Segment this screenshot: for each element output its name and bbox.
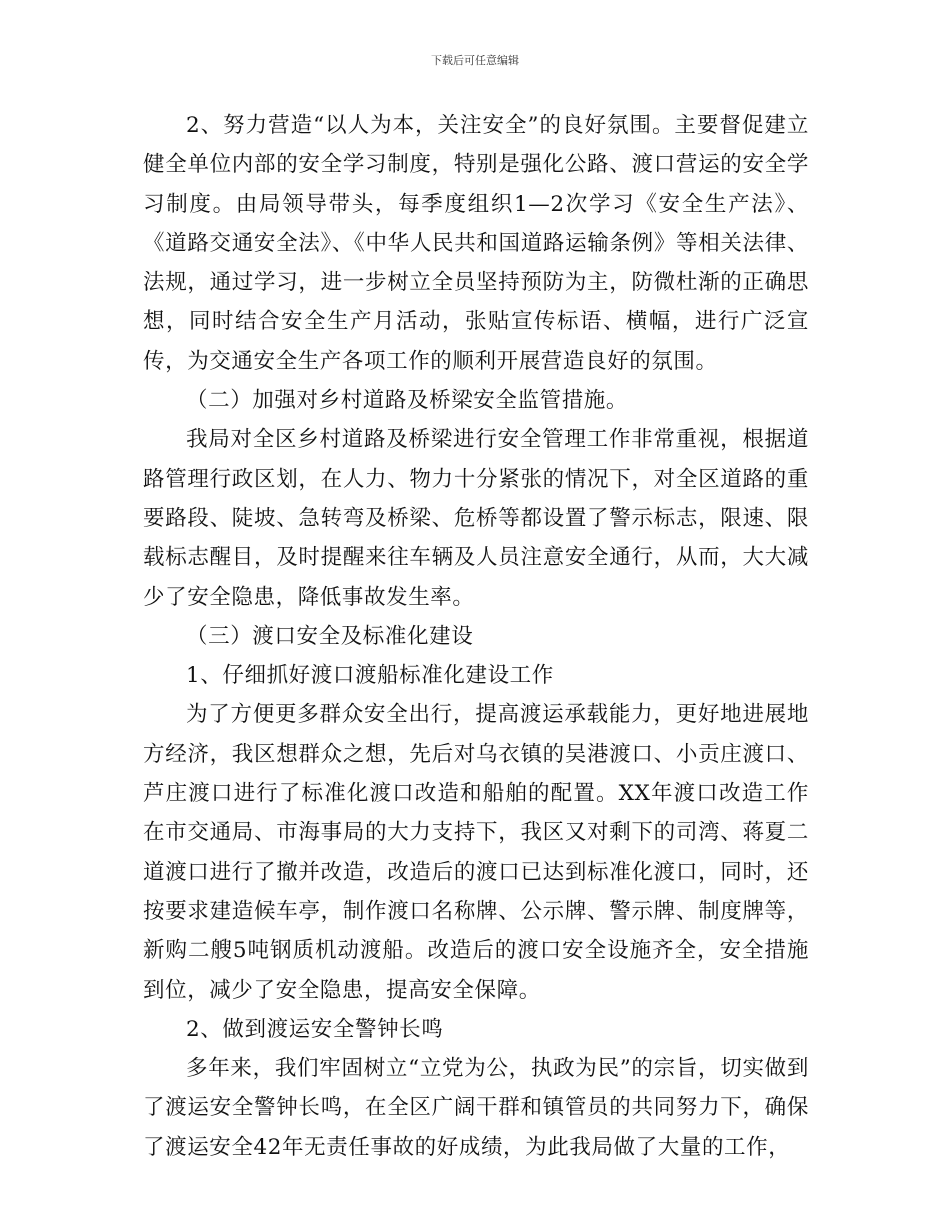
paragraph-rural-roads: 我局对全区乡村道路及桥梁进行安全管理工作非常重视，根据道路管理行政区划，在人力、物力十分紧张的情况下，对全区道路的重要路段、陡坡、急转弯及桥梁、危桥等都设置了警示标志，限速、限载标志醒目，及时提醒来往车辆及人员注意安全通行，从而，大大减少了安全隐患，降低事故发生率。 [143, 427, 809, 610]
page-header: 下载后可任意编辑 [431, 54, 519, 67]
paragraph-ferry-safety: 多年来，我们牢固树立“立党为公，执政为民”的宗旨，切实做到了渡运安全警钟长鸣，在全区广阔干群和镇管员的共同努力下，确保了渡运安全42年无责任事故的好成绩，为此我局做了大量的工作， [143, 1056, 809, 1160]
paragraph-ferry-standardization: 为了方便更多群众安全出行，提高渡运承载能力，更好地进展地方经济，我区想群众之想，先后对乌衣镇的吴港渡口、小贡庄渡口、芦庄渡口进行了标准化渡口改造和船舶的配置。XX年渡口改造工作在市交通局、市海事局的大力支持下，我区又对剩下的司湾、蒋夏二道渡口进行了撤并改造，改造后的渡口已达到标准化渡口，同时，还按要求建造候车亭，制作渡口名称牌、公示牌、警示牌、制度牌等，新购二艘5吨钢质机动渡船。改造后的渡口安全设施齐全，安全措施到位，减少了安全隐患，提高安全保障。 [143, 702, 809, 1003]
paragraph-awareness: 2、努力营造“以人为本，关注安全”的良好氛围。主要督促建立健全单位内部的安全学习制度，特别是强化公路、渡口营运的安全学习制度。由局领导带头，每季度组织1—2次学习《安全生产法》、《道路交通安全法》、《中华人民共和国道路运输条例》等相关法律、法规，通过学习，进一步树立全员坚持预防为主，防微杜渐的正确思想，同时结合安全生产月活动，张贴宣传标语、横幅，进行广泛宣传，为交通安全生产各项工作的顺利开展营造良好的氛围。 [143, 113, 809, 374]
document-body [143, 106, 809, 1167]
subheading-ferry-safety: 2、做到渡运安全警钟长鸣 [186, 1016, 444, 1042]
section-heading-rural-roads: （二）加强对乡村道路及桥梁安全监管措施。 [186, 388, 629, 414]
section-heading-ferry: （三）渡口安全及标准化建设 [186, 623, 474, 649]
subheading-ferry-standardization: 1、仔细抓好渡口渡船标准化建设工作 [186, 663, 554, 689]
